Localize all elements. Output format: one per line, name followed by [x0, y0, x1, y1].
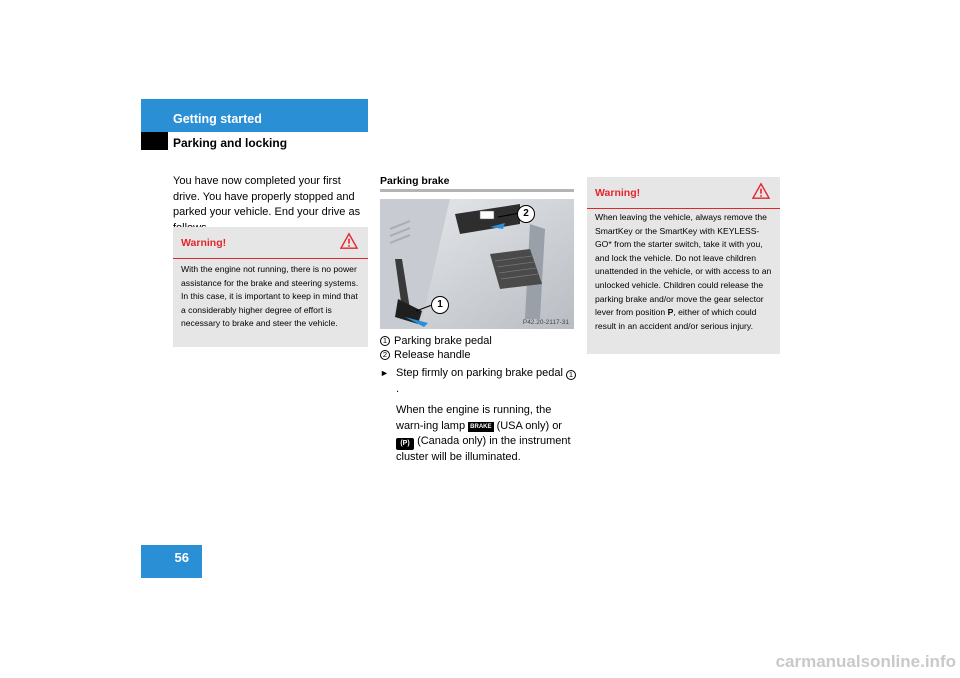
legend-number: 1: [380, 336, 390, 346]
step-detail-part3: (Canada only) in the instrument cluster will be illuminated.: [396, 435, 571, 463]
warning-triangle-icon: [752, 182, 770, 200]
parking-lamp-icon: (P): [396, 438, 414, 450]
step-detail: [396, 403, 580, 466]
intro-text: You have now completed your first drive. You have properly stopped and parked your vehicle. End your drive as: [173, 175, 361, 218]
watermark: carmanualsonline.info: [775, 652, 956, 671]
legend-label: Release handle: [394, 349, 471, 361]
warning-title: Warning!: [181, 237, 227, 249]
warning-box-left: [173, 227, 368, 347]
legend-number: 2: [380, 350, 390, 360]
callout-1: 1: [431, 296, 449, 314]
arrow-bullet-icon: ►: [380, 368, 389, 378]
section-marker: [141, 132, 168, 150]
chapter-title: Getting started: [173, 112, 262, 126]
parking-brake-title: Parking brake: [380, 175, 450, 187]
warning-triangle-icon: [340, 232, 358, 250]
callout-2: 2: [517, 205, 535, 223]
warning-body-part2: , either of which could result in an accident and/or serious injury.: [595, 307, 757, 331]
warning-body-part1: When leaving the vehicle, always remove the SmartKey or the SmartKey with KEYLESS-GO* from the starter switch, take it with you, and lock the vehicle. Do not leave children unattended in the vehicle, or with access to an unlocked vehicle. Children could release the parking brake and/or move the gear selector lever from position: [595, 212, 772, 318]
page-number: 56: [174, 550, 189, 565]
section-title: Parking and locking: [173, 136, 288, 150]
step-ref-number: 1: [566, 370, 576, 380]
warning-box-right: [587, 177, 780, 354]
step-main-text: Step firmly on parking brake pedal: [396, 367, 563, 379]
step-text: Step firmly on parking brake pedal 1.: [396, 366, 580, 397]
legend-item: [380, 334, 492, 348]
title-rule: [380, 189, 574, 192]
legend-label: Parking brake pedal: [394, 335, 492, 347]
page-number-box: [141, 545, 202, 578]
warning-body: [587, 209, 780, 339]
warning-header: [173, 227, 368, 259]
gear-position: P: [667, 307, 674, 318]
warning-header: [587, 177, 780, 209]
instruction-step: [380, 366, 580, 466]
legend-item: [380, 348, 492, 362]
warning-body: With the engine not running, there is no power assistance for the brake and steering systems. In this case, it is important to keep in mind that a considerably higher degree of effort is necessary to brake and steer the vehicle.: [181, 264, 359, 329]
step-detail-part1: When the engine is running, the warn-ing lamp: [396, 404, 552, 432]
warning-title: Warning!: [595, 187, 641, 199]
parking-brake-figure: [380, 199, 574, 329]
figure-legend: [380, 334, 492, 362]
step-detail-part2: (USA only) or: [496, 419, 562, 432]
brake-lamp-icon: BRAKE: [470, 423, 492, 430]
figure-code: P42.20-2117-31: [522, 319, 569, 326]
pedal-illustration: [380, 199, 574, 329]
